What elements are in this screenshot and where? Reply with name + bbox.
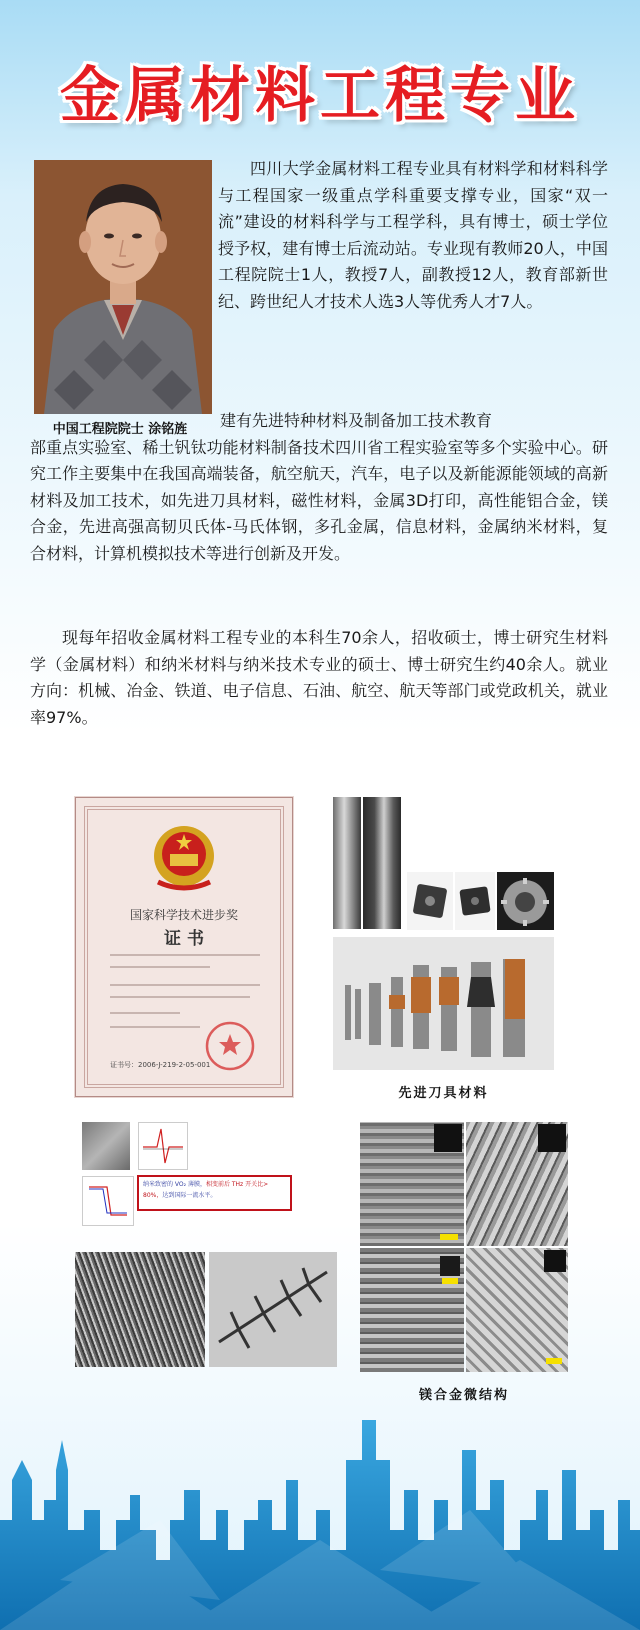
certificate-award-name: 国家科学技术进步奖: [129, 908, 238, 922]
milling-cutter-photo: [497, 872, 554, 930]
research-paragraph: [30, 408, 608, 567]
certificate-text-line: [110, 1026, 200, 1028]
mg-microstructure-photo: [466, 1122, 568, 1246]
enrollment-paragraph: 现每年招收金属材料工程专业的本科生70余人，招收硕士，博士研究生材料学（金属材料）和纳米材料与纳米技术专业的硕士、博士研究生约40余人。就业方向：机械、冶金、铁道、电子信息、石油、航空、航天等部门或党政机关，就业率97%。: [30, 628, 608, 727]
mg-microstructure-photo: [466, 1248, 568, 1372]
diffraction-pattern-inset: [440, 1256, 460, 1276]
carbide-insert-photo: [407, 872, 453, 930]
tools-label: 先进刀具材料: [398, 1086, 489, 1101]
city-skyline-decoration: [0, 1400, 640, 1630]
cutting-tools-photo: [333, 937, 554, 1070]
scale-bar: [546, 1358, 562, 1364]
hysteresis-plot-thumbnail: [82, 1176, 134, 1226]
research-paragraph-first-line: 建有先进特种材料及制备加工技术教育: [220, 411, 493, 430]
certificate-heading: 证 书: [164, 929, 204, 949]
national-emblem-icon: [144, 820, 224, 896]
nanowire-sem-photo: [75, 1252, 205, 1367]
diffraction-pattern-inset: [544, 1250, 566, 1272]
certificate-text-line: [110, 996, 250, 998]
portrait-photo: [34, 160, 212, 414]
vo2-note-line2b: 达到国际一流水平。: [162, 1192, 217, 1199]
spectrum-plot-thumbnail: [138, 1122, 188, 1170]
scale-bar: [440, 1234, 458, 1240]
tool-rod-photo: [333, 797, 361, 929]
portrait-illustration: [34, 160, 212, 414]
carbide-insert-photo: [455, 872, 495, 930]
intro-paragraph: 四川大学金属材料工程专业具有材料学和材料科学与工程国家一级重点学科重要支撑专业，国家“双一流”建设的材料科学与工程学科，具有博士，硕士学位授予权，建有博士后流动站。专业现有教师20人，中国工程院院士1人，教授7人，副教授12人，教育部新世纪、跨世纪人才技术人选3人等优秀人才7人。: [218, 159, 608, 311]
award-certificate: [75, 797, 293, 1097]
tool-rod-photo: [363, 797, 401, 929]
scale-bar: [442, 1278, 458, 1284]
certificate-text-line: [110, 1012, 180, 1014]
red-seal-icon: [204, 1020, 256, 1072]
magnesium-label: 镁合金微结构: [418, 1388, 509, 1403]
vo2-film-note: [137, 1175, 292, 1211]
page-title: 金属材料工程专业: [60, 61, 580, 131]
sem-thumbnail-photo: [82, 1122, 130, 1170]
diffraction-pattern-inset: [538, 1124, 566, 1152]
research-paragraph-rest: 部重点实验室、稀土钒钛功能材料制备技术四川省工程实验室等多个实验中心。研究工作主要集中在我国高端装备，航空航天，汽车，电子以及新能源能领域的高新材料及加工技术，如先进刀具材料，磁性材料，金属3D打印，高性能铝合金，镁合金，先进高强高韧贝氏体-马氏体钢，多孔金属，信息材料，金属纳米材料，复合材料，计算机模拟技术等进行创新及开发。: [30, 437, 608, 563]
vo2-note-line2a: 80%，: [143, 1192, 163, 1199]
vo2-note-line1a: 纳米致密的 VO₂ 薄膜，: [143, 1181, 206, 1188]
portrait-caption: 中国工程院院士 涂铭旌: [52, 422, 188, 437]
certificate-number: 证书号：2006-J-219-2-05-001: [110, 1061, 211, 1069]
dendrite-tem-photo: [209, 1252, 337, 1367]
diffraction-pattern-inset: [434, 1124, 462, 1152]
certificate-text-line: [110, 954, 260, 956]
mg-microstructure-photo: [360, 1122, 464, 1246]
certificate-text-line: [110, 984, 260, 986]
mg-microstructure-photo: [360, 1248, 464, 1372]
vo2-note-line1b: 相变前后 THz 开关比>: [205, 1181, 269, 1188]
certificate-text-line: [110, 966, 210, 968]
